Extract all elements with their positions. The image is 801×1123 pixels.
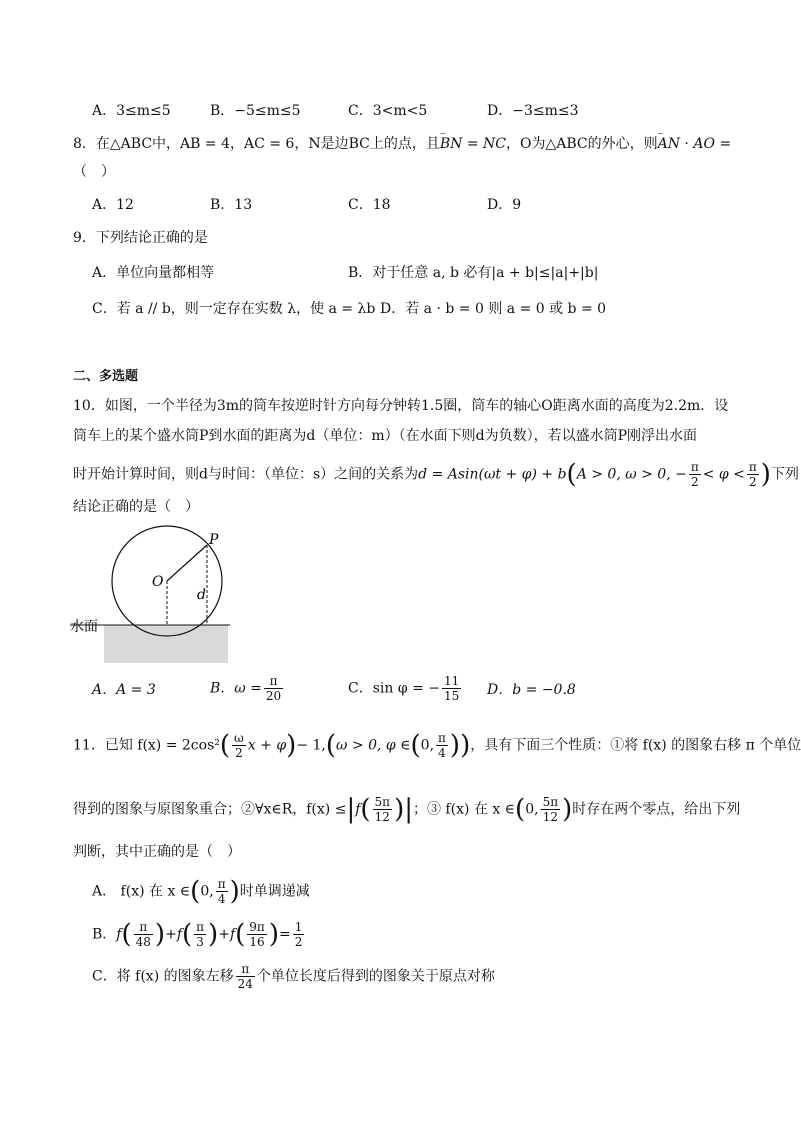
label-d: d xyxy=(197,587,206,603)
q10-line3-end: 下列 xyxy=(770,466,799,483)
q10-option-b: B．ω = $\frac{\pi}{20}$ xyxy=(210,674,282,703)
q11-option-b: B．f( $\frac{\pi}{48}$ )+f( $\frac{\pi}{3}$ )+f( $\frac{9\pi}{16}$ )= $\frac{1}{2}$ xyxy=(92,919,303,950)
q8-vector-dot: ⌣ AN · AO = xyxy=(658,134,731,154)
q10-option-c: C．sin φ = − $\frac{11}{15}$ xyxy=(348,674,460,703)
q10-frac-pi-2: $\frac{\pi}{2}$ xyxy=(748,460,757,489)
q11-option-c: C．将 f(x) 的图象左移 $\frac{\pi}{24}$ 个单位长度后得到的图象关于原点对称 xyxy=(92,962,495,991)
q7-option-d: D．−3≤m≤3 xyxy=(487,103,579,119)
section-heading: 二、多选题 xyxy=(73,369,139,384)
q8-option-c: C．18 xyxy=(348,197,391,213)
label-o: O xyxy=(152,574,164,590)
label-p: P xyxy=(209,532,219,548)
q10-frac-neg-pi-2: $\frac{\pi}{2}$ xyxy=(690,460,699,489)
q10-line2: 筒车上的某个盛水筒P到水面的距离为d（单位：m）（在水面下则d为负数），若以盛水筒P刚浮出水面 xyxy=(73,428,698,444)
q8-vector-equation: ⌣ BN = NC xyxy=(440,134,506,154)
q11-line3: 判断，其中正确的是（ ） xyxy=(73,844,241,860)
q9-stem: 9．下列结论正确的是 xyxy=(73,230,208,246)
q8-answer-paren: （ ） xyxy=(73,164,115,180)
q7-option-c: C．3<m<5 xyxy=(348,103,428,119)
q7-option-a: A．3≤m≤5 xyxy=(92,103,171,119)
q10-option-a: A．A = 3 xyxy=(92,682,156,698)
q11-line1: 11．已知 f(x) = 2cos²( $\frac{\omega}{2}$ x + φ)− 1,(ω > 0, φ ∈(0, $\frac{\pi}{4}$ ))，具有下面三个性质：①将 f(x) 的图象右移 π 个单位 xyxy=(73,730,801,761)
q10-line3-text: 时开始计算时间，则d与时间：（单位：s）之间的关系为 xyxy=(73,466,419,483)
radius-line xyxy=(167,545,207,581)
water-region xyxy=(104,625,228,663)
q8-option-d: D．9 xyxy=(487,197,522,213)
q10-line1: 10．如图，一个半径为3m的筒车按逆时针方向每分钟转1.5圈，筒车的轴心O距离水面的高度为2.2m．设 xyxy=(73,398,729,414)
q9-option-a: A．单位向量都相等 xyxy=(92,265,215,281)
q8-stem xyxy=(73,134,731,154)
q11-line2: 得到的图象与原图象重合；②∀x∈R，f(x) ≤|f( $\frac{5\pi}{12}$ )|；③ f(x) 在 x ∈(0, $\frac{5\pi}{12}$ )时存在两个零点，给出下列 xyxy=(73,794,741,825)
q11-option-a: A． f(x) 在 x ∈(0, $\frac{\pi}{4}$ )时单调递减 xyxy=(92,876,310,907)
q8-option-a: A．12 xyxy=(92,197,134,213)
q10-condition-b: < φ < xyxy=(702,466,745,483)
q10-formula: d = Asin(ωt + φ) + b xyxy=(418,466,567,483)
q9-option-b: B．对于任意 a, b 必有|a + b|≤|a|+|b| xyxy=(348,265,599,281)
q9-option-c: C．若 a // b，则一定存在实数 λ，使 a = λb xyxy=(92,301,376,317)
q7-option-b: B．−5≤m≤5 xyxy=(210,103,301,119)
q10-option-d: D．b = −0.8 xyxy=(487,682,576,698)
waterwheel-figure xyxy=(60,528,240,668)
q10-line4: 结论正确的是（ ） xyxy=(73,499,199,515)
q10-line3: 时开始计算时间，则d与时间：（单位：s）之间的关系为d = Asin(ωt + φ) + b(A > 0, ω > 0, − $\frac{\pi}{2}$ < φ < $\frac{\pi}{2}$ )下列 xyxy=(73,459,799,490)
q8-stem-part2: ，O为△ABC的外心，则 xyxy=(506,136,658,152)
q8-stem-part1: 8．在△ABC中，AB = 4，AC = 6，N是边BC上的点，且 xyxy=(73,136,440,152)
q9-option-d: D．若 a · b = 0 则 a = 0 或 b = 0 xyxy=(380,301,607,317)
q8-option-b: B．13 xyxy=(210,197,253,213)
label-water-surface: 水面 xyxy=(70,619,98,635)
q10-condition-a: A > 0, ω > 0, − xyxy=(576,466,687,483)
